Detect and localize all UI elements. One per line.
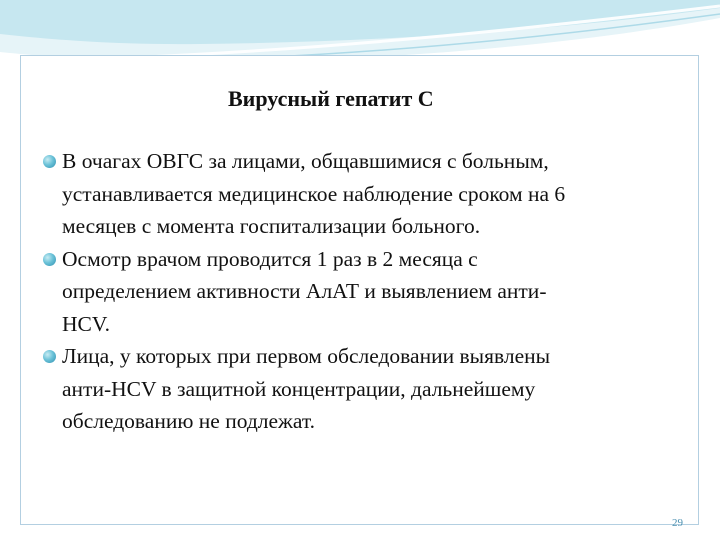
slide-title: Вирусный гепатит С bbox=[228, 86, 434, 111]
bullet-line: обследованию не подлежат. bbox=[62, 409, 316, 433]
bullet-line: В очагах ОВГС за лицами, общавшимися с больным, bbox=[62, 149, 549, 173]
bullet-dot-icon bbox=[43, 350, 56, 363]
bullet-line: анти-HCV в защитной концентрации, дальнейшему bbox=[62, 376, 536, 401]
bullet-dot-icon bbox=[43, 155, 56, 168]
bullet-list bbox=[40, 145, 690, 438]
bullet-line: месяцев с момента госпитализации больного. bbox=[62, 214, 481, 238]
bullet-item bbox=[40, 243, 690, 341]
bullet-line: Лица, у которых при первом обследовании выявлены bbox=[62, 344, 551, 368]
bullet-line: HCV. bbox=[62, 311, 110, 336]
bullet-line: устанавливается медицинское наблюдение сроком на 6 bbox=[62, 181, 566, 206]
bullet-line: определением активности АлАТ и выявлением анти- bbox=[62, 279, 547, 303]
bullet-line: Осмотр врачом проводится 1 раз в 2 месяца с bbox=[62, 246, 478, 271]
page-number: 29 bbox=[672, 517, 683, 529]
bullet-dot-icon bbox=[43, 253, 56, 266]
bullet-item bbox=[40, 145, 690, 243]
bullet-item bbox=[40, 340, 690, 438]
